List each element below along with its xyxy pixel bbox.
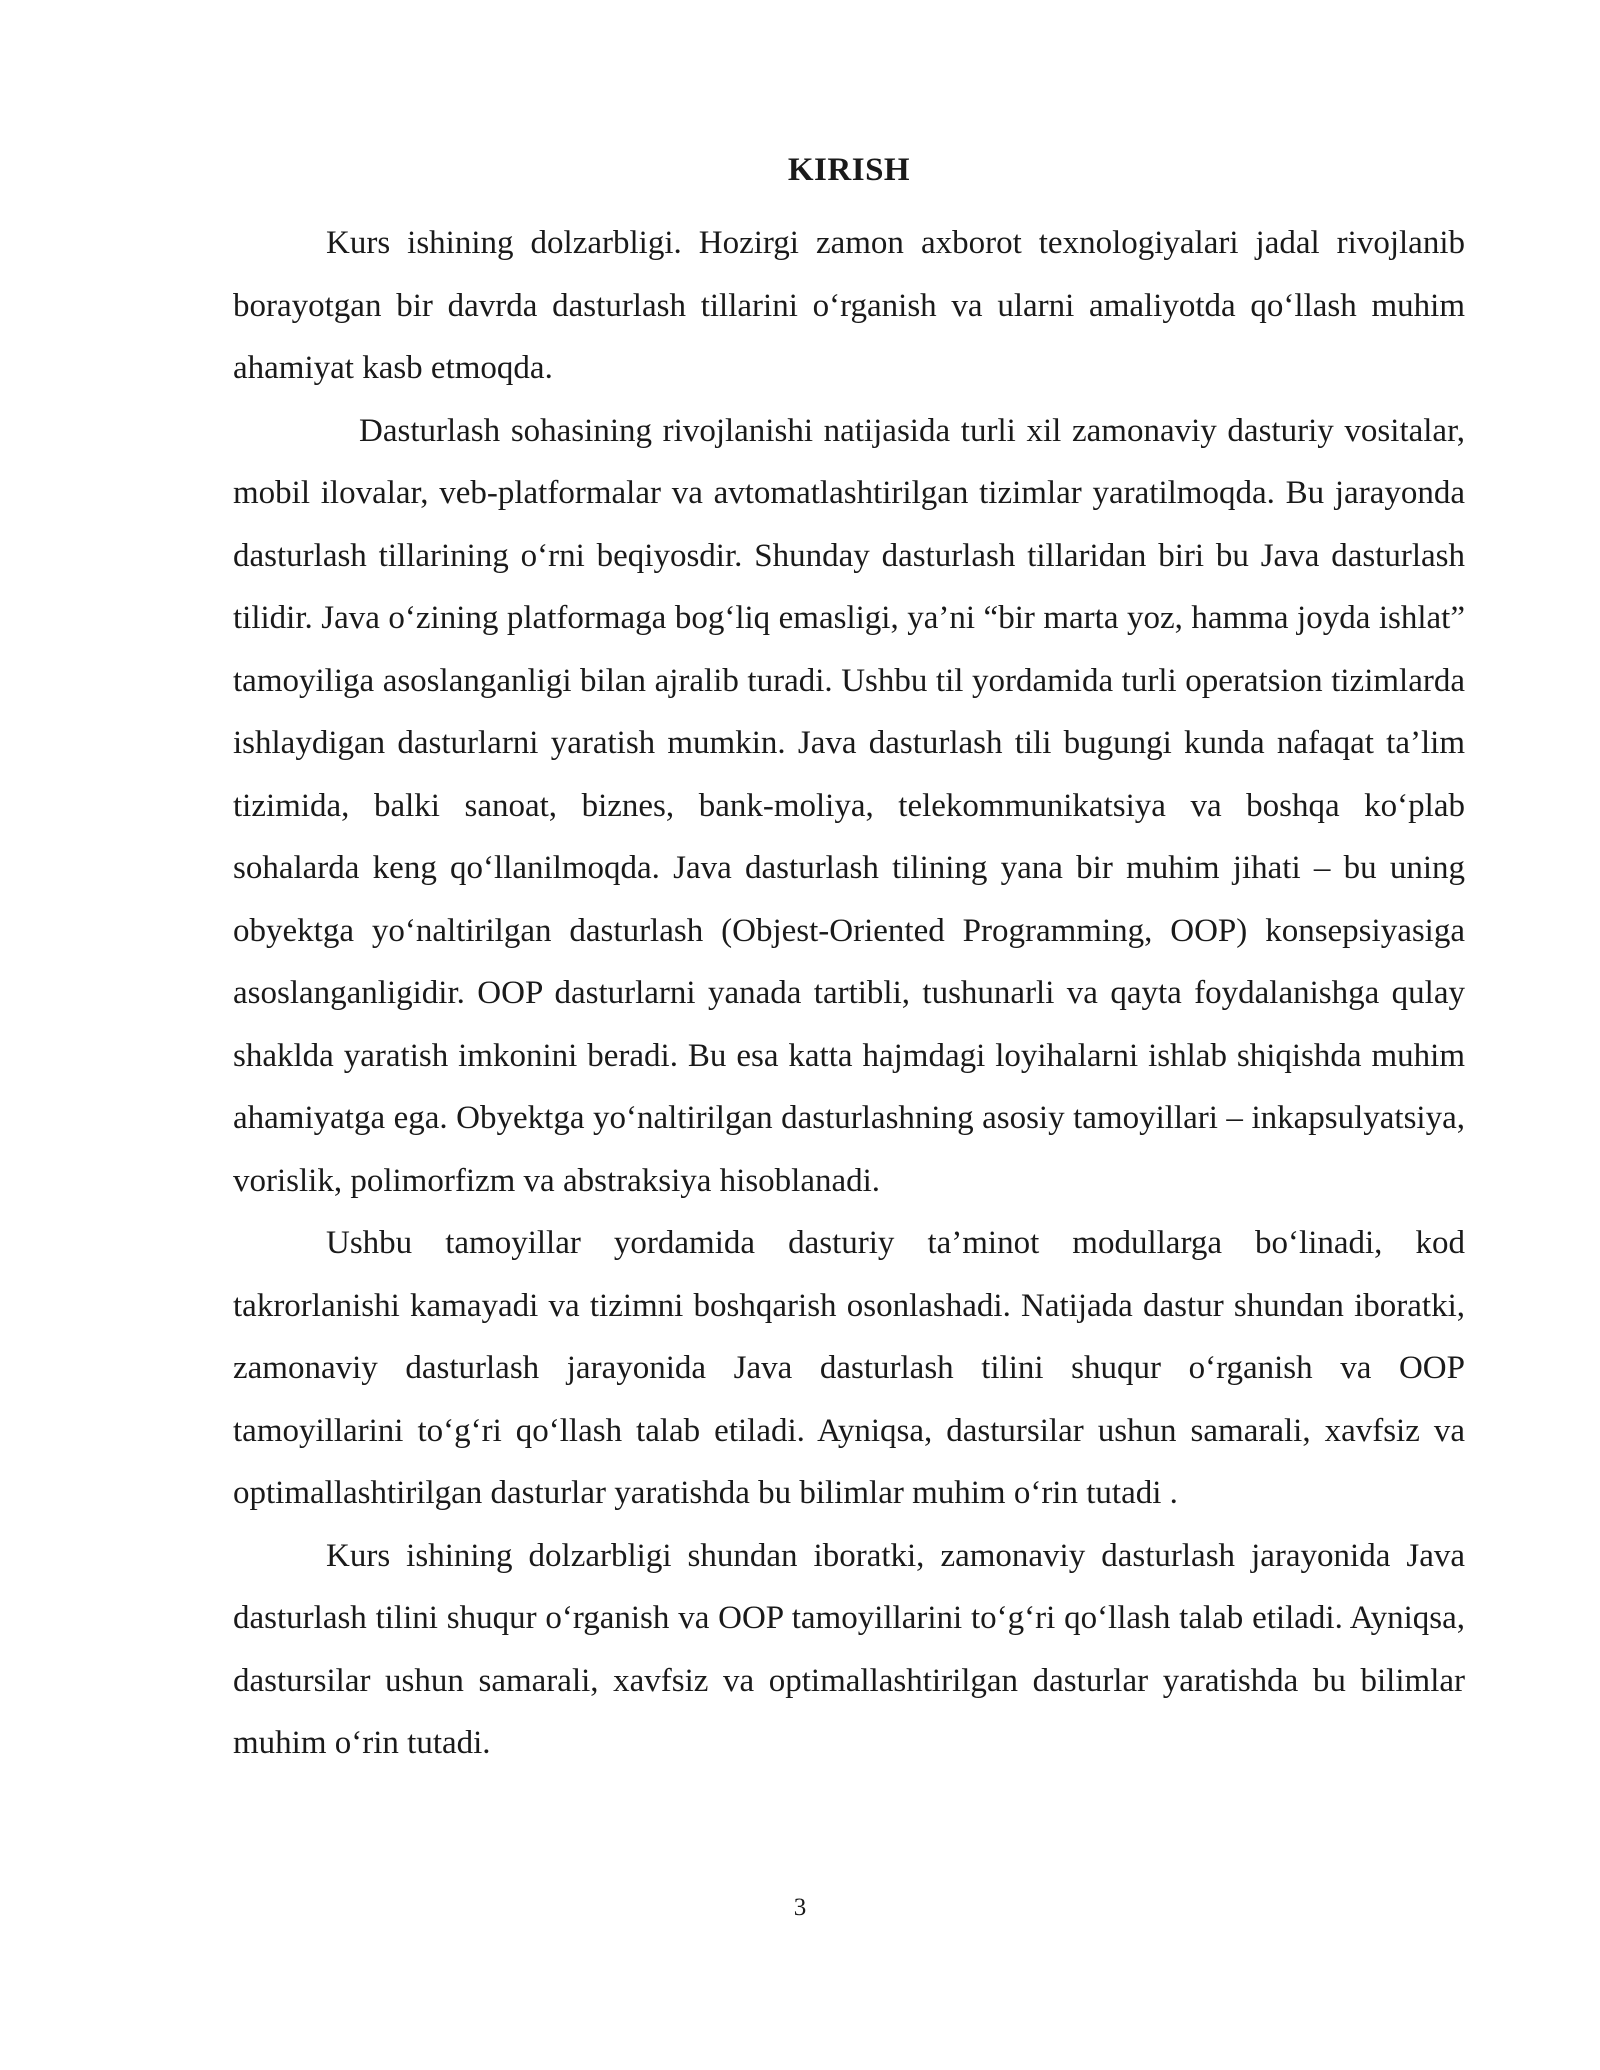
page-number: 3	[793, 1894, 807, 1921]
section-heading: KIRISH	[787, 152, 911, 188]
paragraph-conclusion: Kurs ishining dolzarbligi shundan iboratki, zamonaviy dasturlash jarayonida Java dasturlash tilini shuqur o‘rganish va OOP tamoyillarini to‘g‘ri qo‘llash talab etiladi. Ayniqsa, dastursilar ushun samarali, xavfsiz va optimallashtirilgan dasturlar yaratishda bu bilimlar muhim o‘rin tutadi.	[233, 1537, 1465, 1761]
paragraph-java-overview: Dasturlash sohasining rivojlanishi natijasida turli xil zamonaviy dasturiy vositalar, mobil ilovalar, veb-platformalar va avtomatlashtirilgan tizimlar yaratilmoqda. Bu jarayonda dasturlash tillarining o‘rni beqiyosdir. Shunday dasturlash tillaridan biri bu Java dasturlash tilidir. Java o‘zining platformaga bog‘liq emasligi, ya’ni “bir marta yoz, hamma joyda ishlat” tamoyiliga asoslanganligi bilan ajralib turadi. Ushbu til yordamida turli operatsion tizimlarda ishlaydigan dasturlarni yaratish mumkin. Java dasturlash tili bugungi kunda nafaqat ta’lim tizimida, balki sanoat, biznes, bank-moliya, telekommunikatsiya va boshqa ko‘plab sohalarda keng qo‘llanilmoqda. Java dasturlash tilining yana bir muhim jihati – bu uning obyektga yo‘naltirilgan dasturlash (Objest-Oriented Programming, OOP) konsepsiyasiga asoslanganligidir. OOP dasturlarni yanada tartibli, tushunarli va qayta foydalanishga qulay shaklda yaratish imkonini beradi. Bu esa katta hajmdagi loyihalarni ishlab shiqishda muhim ahamiyatga ega. Obyektga yo‘naltirilgan dasturlashning asosiy tamoyillari – inkapsulyatsiya, vorislik, polimorfizm va abstraksiya hisoblanadi.	[233, 412, 1465, 1199]
paragraph-relevance: Kurs ishining dolzarbligi. Hozirgi zamon axborot texnologiyalari jadal rivojlanib borayotgan bir davrda dasturlash tillarini o‘rganish va ularni amaliyotda qo‘llash muhim ahamiyat kasb etmoqda.	[233, 225, 1465, 386]
page-content	[233, 148, 1465, 1775]
paragraph-oop-principles: Ushbu tamoyillar yordamida dasturiy ta’minot modullarga bo‘linadi, kod takrorlanishi kamayadi va tizimni boshqarish osonlashadi. Natijada dastur shundan iboratki, zamonaviy dasturlash jarayonida Java dasturlash tilini shuqur o‘rganish va OOP tamoyillarini to‘g‘ri qo‘llash talab etiladi. Ayniqsa, dastursilar ushun samarali, xavfsiz va optimallashtirilgan dasturlar yaratishda bu bilimlar muhim o‘rin tutadi .	[233, 1225, 1465, 1511]
